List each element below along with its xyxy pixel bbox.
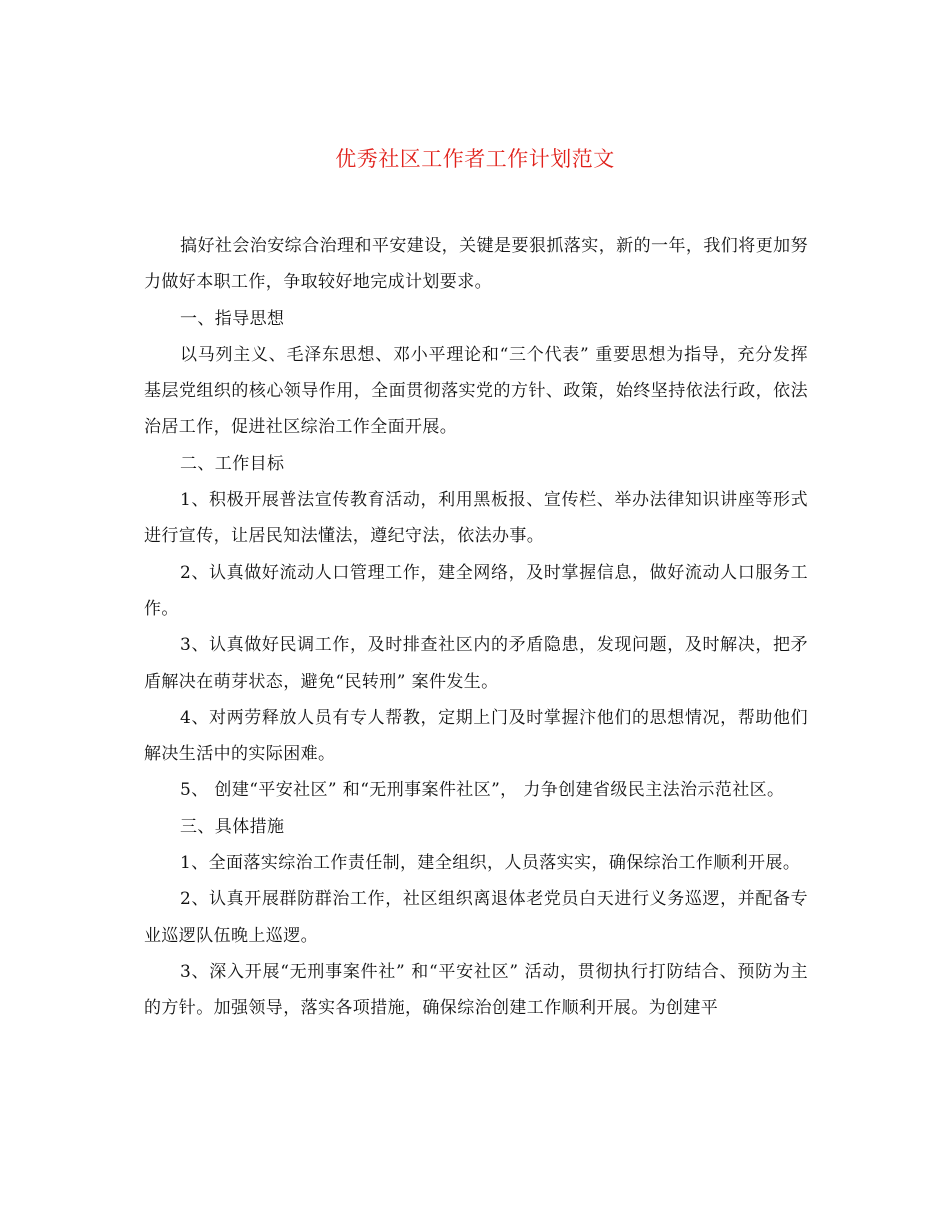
goal-item-4: 4、对两劳释放人员有专人帮教，定期上门及时掌握汴他们的思想情况，帮助他们解决生活中的实际困难。	[144, 707, 808, 765]
goal-item-2: 2、认真做好流动人口管理工作，建全网络，及时掌握信息，做好流动人口服务工作。	[144, 562, 808, 619]
goal-item-3: 3、认真做好民调工作，及时排查社区内的矛盾隐患，发现问题，及时解决，把矛盾解决在萌芽状态，避免“民转刑” 案件发生。	[144, 635, 808, 692]
measure-item-2: 2、认真开展群防群治工作，社区组织离退体老党员白天进行义务巡逻，并配备专业巡逻队伍晚上巡逻。	[144, 889, 808, 946]
goal-item-1: 1、积极开展普法宣传教育活动，利用黑板报、宣传栏、举办法律知识讲座等形式进行宣传，让居民知法懂法，遵纪守法，依法办事。	[144, 490, 808, 547]
document-title: 优秀社区工作者工作计划范文	[335, 147, 615, 171]
intro-paragraph: 搞好社会治安综合治理和平安建设，关键是要狠抓落实，新的一年，我们将更加努力做好本职工作，争取较好地完成计划要求。	[144, 236, 808, 293]
document-body	[144, 228, 808, 1027]
measure-item-1: 1、全面落实综治工作责任制，建全组织，人员落实实，确保综治工作顺利开展。	[180, 853, 801, 874]
goal-item-5: 5、 创建“平安社区” 和“无刑事案件社区”， 力争创建省级民主法治示范社区。	[180, 780, 785, 801]
measure-item-3: 3、深入开展“无刑事案件社” 和“平安社区” 活动，贯彻执行打防结合、预防为主的方针。加强领导，落实各项措施，确保综治创建工作顺利开展。为创建平	[144, 961, 808, 1019]
guiding-ideology-paragraph: 以马列主义、毛泽东思想、邓小平理论和“三个代表” 重要思想为指导，充分发挥基层党组织的核心领导作用，全面贯彻落实党的方针、政策，始终坚持依法行政，依法治居工作，促进社区综治工作全面开展。	[144, 344, 808, 438]
section-heading-specific-measures: 三、具体措施	[180, 816, 285, 837]
section-heading-work-goals: 二、工作目标	[180, 453, 285, 474]
section-heading-guiding-ideology: 一、指导思想	[180, 308, 285, 329]
